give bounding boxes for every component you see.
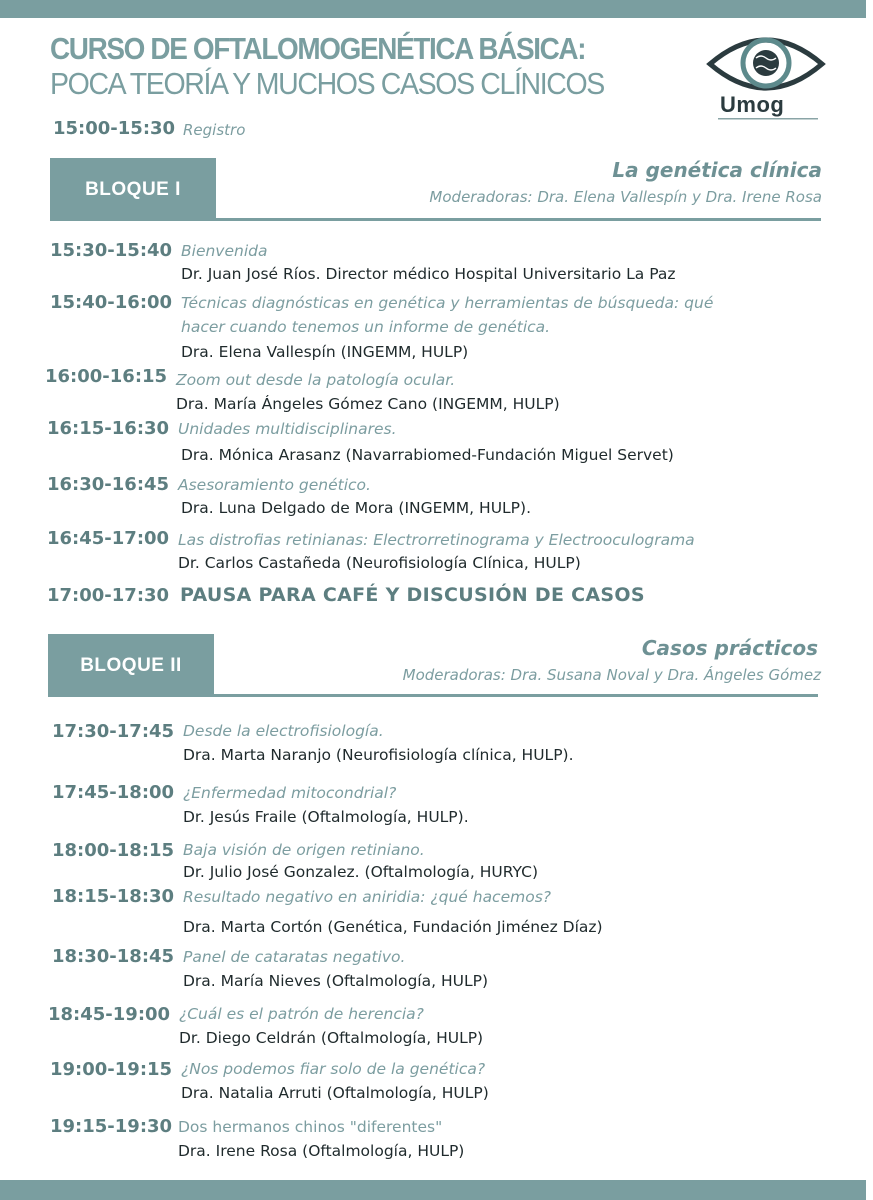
session-speaker: Dra. Luna Delgado de Mora (INGEMM, HULP). [181,499,531,517]
session-topic: Desde la electrofisiología. [183,722,384,740]
session-topic: Zoom out desde la patología ocular. [176,371,456,389]
session-speaker: Dra. María Ángeles Gómez Cano (INGEMM, HULP) [176,395,560,413]
session-topic: ¿Cuál es el patrón de herencia? [179,1005,424,1023]
session-topic: ¿Nos podemos fiar solo de la genética? [181,1060,486,1078]
session-topic: ¿Enfermedad mitocondrial? [183,784,397,802]
session-time: 15:40-16:00 [50,292,173,313]
block2-divider [214,694,818,697]
block2-moderators: Moderadoras: Dra. Susana Noval y Dra. Ángeles Gómez [402,666,821,684]
session-time: 18:30-18:45 [52,946,175,967]
session-time: 16:45-17:00 [47,528,170,549]
session-topic: Panel de cataratas negativo. [183,948,406,966]
session-topic: Unidades multidisciplinares. [178,420,397,438]
block2-title: Casos prácticos [641,636,818,660]
session-speaker: Dra. Irene Rosa (Oftalmología, HULP) [178,1142,465,1160]
session-time: 19:00-19:15 [50,1059,173,1080]
session-time: 17:30-17:45 [52,721,175,742]
session-topic: Bienvenida [181,242,268,260]
block1-label: BLOQUE I [50,158,216,221]
session-topic: Dos hermanos chinos "diferentes" [178,1118,443,1136]
session-speaker: Dr. Jesús Fraile (Oftalmología, HULP). [183,808,469,826]
session-topic: Las distrofias retinianas: Electrorretinograma y Electrooculograma [178,531,695,549]
block1-divider [216,218,821,221]
session-time: 19:15-19:30 [50,1116,173,1137]
session-time: 18:00-18:15 [52,840,175,861]
session-topic: Técnicas diagnósticas en genética y herramientas de búsqueda: qué [181,294,714,312]
session-speaker: Dr. Carlos Castañeda (Neurofisiología Clínica, HULP) [178,554,581,572]
session-speaker: Dr. Julio José Gonzalez. (Oftalmología, HURYC) [183,863,538,881]
session-time: 15:30-15:40 [50,240,173,261]
registration-time: 15:00-15:30 [53,118,176,139]
block1-moderators: Moderadoras: Dra. Elena Vallespín y Dra. Irene Rosa [429,188,822,206]
pause-label: PAUSA PARA CAFÉ Y DISCUSIÓN DE CASOS [180,584,645,606]
session-time: 16:30-16:45 [47,474,170,495]
session-topic-continued: hacer cuando tenemos un informe de genética. [181,318,551,336]
eye-icon [706,30,826,100]
page-subtitle: POCA TEORÍA Y MUCHOS CASOS CLÍNICOS [50,66,604,101]
session-speaker: Dra. María Nieves (Oftalmología, HULP) [183,972,488,990]
session-speaker: Dra. Natalia Arruti (Oftalmología, HULP) [181,1084,489,1102]
session-time: 16:00-16:15 [45,366,168,387]
bottom-bar [0,1180,866,1200]
registration-label: Registro [183,121,246,139]
block1-title: La genética clínica [612,158,822,182]
session-time: 18:45-19:00 [48,1004,171,1025]
session-speaker: Dra. Marta Naranjo (Neurofisiología clínica, HULP). [183,746,574,764]
session-speaker: Dra. Elena Vallespín (INGEMM, HULP) [181,343,469,361]
pause-time: 17:00-17:30 [47,585,170,606]
logo-text: Umog [720,92,785,117]
session-topic: Baja visión de origen retiniano. [183,841,425,859]
session-time: 18:15-18:30 [52,886,175,907]
session-speaker: Dr. Diego Celdrán (Oftalmología, HULP) [179,1029,484,1047]
page-title: CURSO DE OFTALOMOGENÉTICA BÁSICA: [50,31,586,66]
session-time: 17:45-18:00 [52,782,175,803]
session-time: 16:15-16:30 [47,418,170,439]
block2-label: BLOQUE II [48,634,214,697]
session-speaker: Dra. Marta Cortón (Genética, Fundación Jiménez Díaz) [183,918,603,936]
umog-logo [706,30,826,126]
session-topic: Asesoramiento genético. [178,476,371,494]
session-speaker: Dra. Mónica Arasanz (Navarrabiomed-Fundación Miguel Servet) [181,446,674,464]
top-bar [0,0,866,18]
logo-subtitle [718,117,818,121]
session-speaker: Dr. Juan José Ríos. Director médico Hospital Universitario La Paz [181,265,676,283]
session-topic: Resultado negativo en aniridia: ¿qué hacemos? [183,888,552,906]
